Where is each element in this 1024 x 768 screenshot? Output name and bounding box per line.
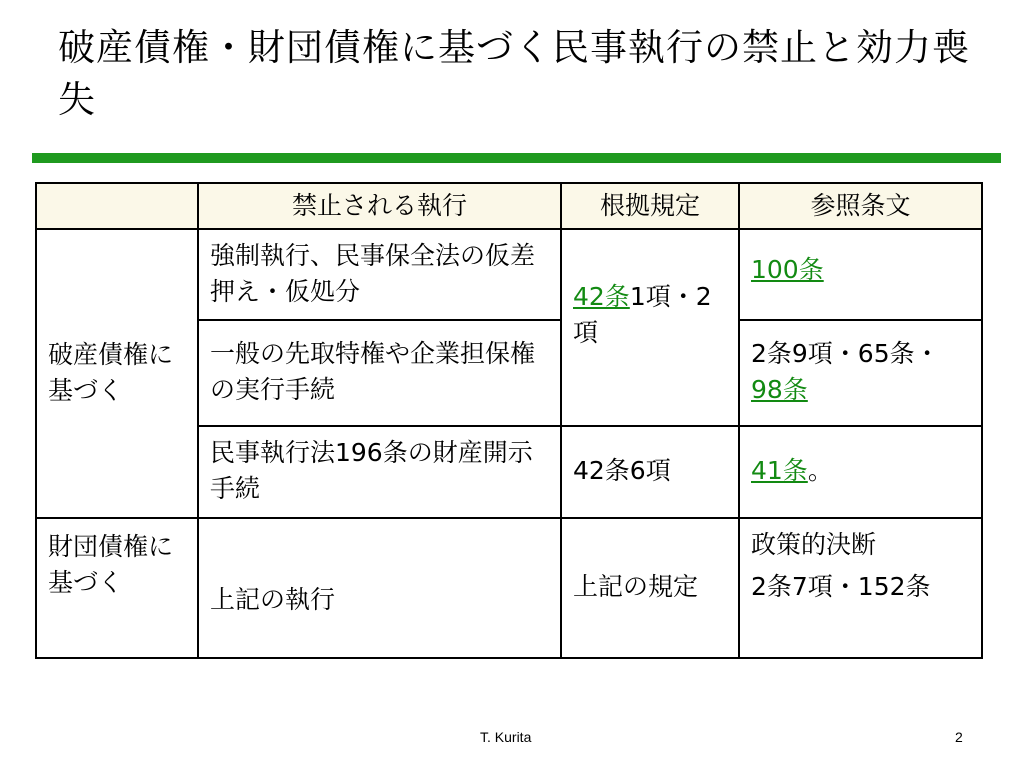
basis-cell: 42条6項 [561, 426, 739, 518]
execution-table [35, 182, 983, 659]
header-prohibited-execution: 禁止される執行 [198, 183, 561, 229]
basis-cell [561, 229, 739, 426]
group-estate-claims: 財団債権に基づく [36, 518, 198, 658]
header-blank [36, 183, 198, 229]
basis-text: 1項・2項 [573, 281, 712, 347]
table-row [36, 229, 982, 320]
table-row [36, 518, 982, 658]
page-number: 2 [955, 729, 963, 745]
execution-cell: 一般の先取特権や企業担保権の実行手続 [198, 320, 561, 426]
reference-line-2: 2条7項・152条 [751, 572, 931, 601]
table-header-row [36, 183, 982, 229]
execution-cell: 上記の執行 [198, 518, 561, 658]
slide-title: 破産債権・財団債権に基づく民事執行の禁止と効力喪失 [58, 26, 970, 121]
title-divider [32, 153, 1001, 163]
execution-cell: 民事執行法196条の財産開示手続 [198, 426, 561, 518]
article-98-link[interactable]: 98条 [751, 375, 808, 404]
basis-cell: 上記の規定 [561, 518, 739, 658]
reference-suffix: 。 [807, 456, 833, 485]
reference-cell [739, 320, 982, 426]
article-100-link[interactable]: 100条 [751, 255, 824, 284]
reference-cell [739, 518, 982, 658]
article-42-link[interactable]: 42条 [573, 281, 630, 311]
group-bankruptcy-claims: 破産債権に基づく [36, 229, 198, 518]
header-reference: 参照条文 [739, 183, 982, 229]
article-41-link[interactable]: 41条 [751, 456, 808, 485]
reference-text: 2条9項・65条・ [751, 339, 940, 368]
reference-line-1: 政策的決断 [751, 530, 877, 559]
header-legal-basis: 根拠規定 [561, 183, 739, 229]
footer-author: T. Kurita [480, 729, 532, 745]
reference-cell [739, 426, 982, 518]
reference-cell [739, 229, 982, 320]
execution-cell: 強制執行、民事保全法の仮差押え・仮処分 [198, 229, 561, 320]
